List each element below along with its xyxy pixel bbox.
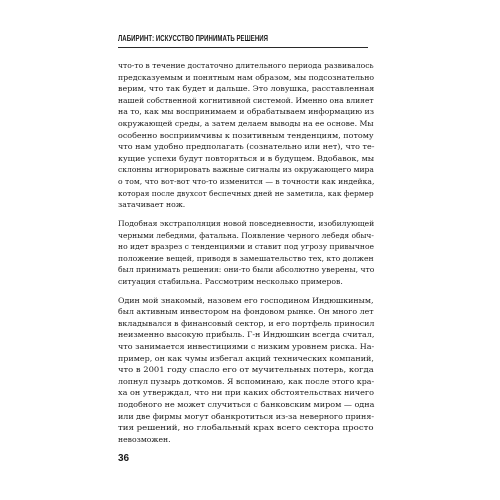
paragraph-2: [118, 218, 374, 288]
text-line: или две фирмы могут обанкротиться из-за неверного приня-: [118, 411, 375, 421]
text-line: склонны игнорировать важные сигналы из окружающего мира: [118, 165, 374, 175]
text-line: был активным инвестором на фондовом рынке. Он много лет: [118, 307, 374, 317]
paragraph-separator: [118, 211, 374, 218]
text-line: предсказуемым и понятным нам образом, мы подсознательно: [118, 72, 375, 82]
text-line: подобного не может случиться с банковским миром — одна: [118, 400, 375, 410]
text-line: ха он утверждал, что ни при каких обстоятельствах ничего: [118, 388, 375, 398]
text-line: что в 2001 году спасло его от мучительных потерь, когда: [118, 365, 374, 375]
text-line: кущие успехи будут повторяться и в будущем. Вдобавок, мы: [118, 153, 375, 163]
text-line: о том, что вот-вот что-то изменится — в точности как индейка,: [118, 177, 375, 187]
paragraph-separator: [118, 288, 374, 295]
text-line: особенно восприимчивы к позитивным тенденциям, потому: [118, 130, 374, 140]
text-line: окружающей среды, а затем делаем выводы на ее основе. Мы: [118, 119, 374, 129]
text-line: что нам удобно предполагать (сознательно или нет), что те-: [118, 142, 375, 152]
text-line: затачивает нож.: [118, 200, 186, 210]
text-line: Подобная экстраполяция новой повседневности, изобилующей: [118, 218, 375, 228]
text-line: что занимается инвестициями с низким уровнем риска. На-: [118, 342, 375, 352]
text-line: положение вещей, приводя в замешательство тех, кто должен: [118, 253, 374, 263]
text-line: Один мой знакомый, назовем его господином Индюшкиным,: [118, 295, 374, 305]
text-line: которая после двухсот беспечных дней не заметила, как фермер: [118, 188, 374, 198]
text-line: вкладывался в финансовый сектор, и его портфель приносил: [118, 318, 375, 328]
paragraph-3: [118, 295, 374, 446]
text-line: тия решений, но глобальный крах всего сектора просто: [118, 423, 374, 433]
text-line: невозможен.: [118, 434, 171, 444]
paragraph-1: [118, 60, 374, 211]
text-line: лопнул пузырь доткомов. Я вспоминаю, как после этого кра-: [118, 376, 375, 386]
text-line: на то, как мы воспринимаем и обрабатываем информацию из: [118, 107, 375, 117]
text-line: пример, он как чумы избегал акций технических компаний,: [118, 353, 374, 363]
text-line: но идет вразрез с тенденциями и ставит под угрозу привычное: [118, 242, 375, 252]
text-line: черными лебедями, фатальна. Появление черного лебедя обыч-: [118, 230, 374, 240]
page-number: 36: [118, 453, 130, 464]
text-line: неизменно высокую прибыль. Г-н Индюшкин всегда считал,: [118, 330, 375, 340]
page-body: [118, 60, 374, 446]
text-line: нашей собственной когнитивной системой. Именно она влияет: [118, 95, 374, 105]
text-line: верим, что так будет и дальше. Это ловушка, расставленная: [118, 84, 375, 94]
text-line: был принимать решения: они-то были абсолютно уверены, что: [118, 265, 375, 275]
running-header: [118, 33, 368, 48]
running-header-title: ЛАБИРИНТ: ИСКУССТВО ПРИНИМАТЬ РЕШЕНИЯ: [118, 33, 269, 43]
text-line: что-то в течение достаточно длительного периода развивалось: [118, 61, 374, 70]
text-line: ситуация стабильна. Рассмотрим несколько примеров.: [118, 276, 343, 286]
